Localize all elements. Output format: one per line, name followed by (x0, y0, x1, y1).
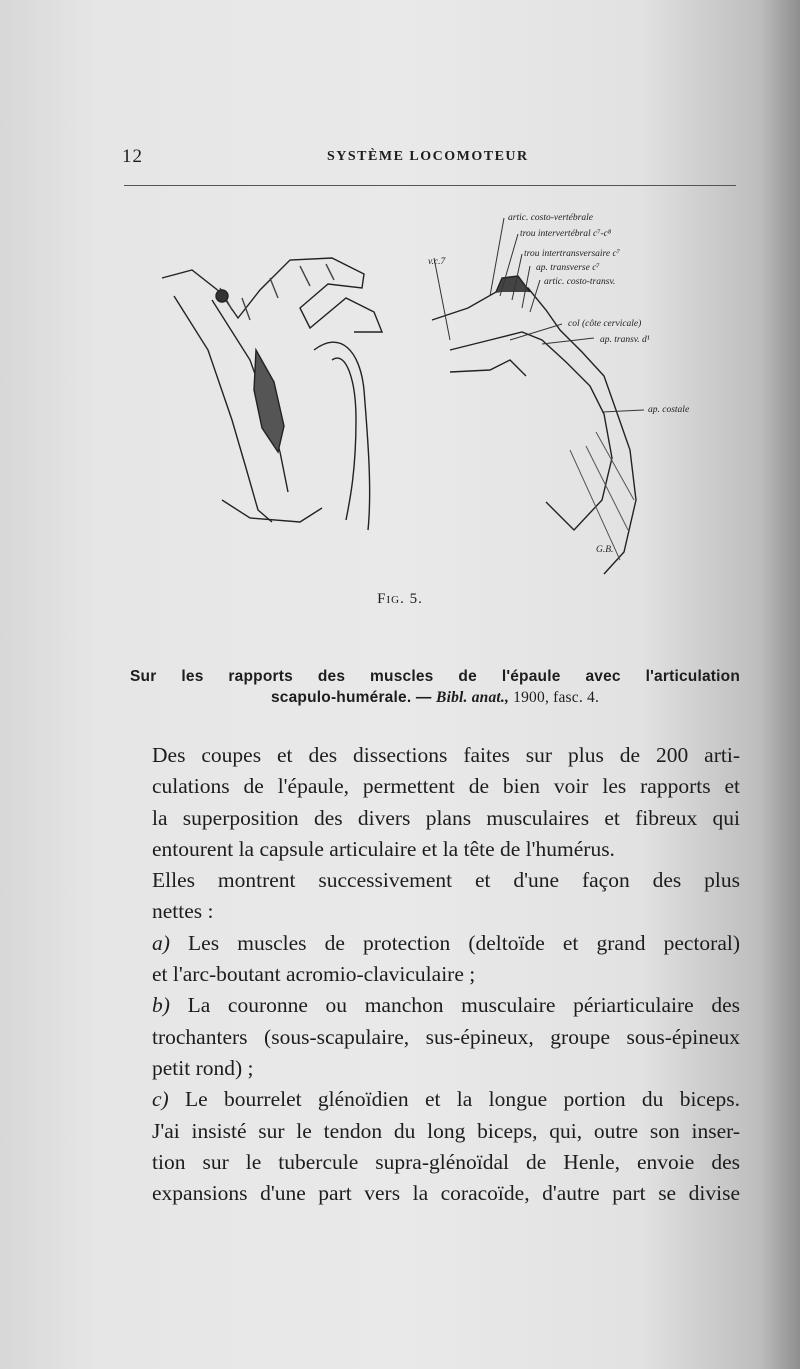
caption-journal: Bibl. anat., (436, 689, 510, 706)
annotation-ap-transverse: ap. transverse c⁷ (536, 263, 600, 273)
text-line: et l'arc-boutant acromio-claviculaire ; (152, 962, 476, 987)
vertebra-dark-region (496, 276, 530, 292)
text-line-content: Le bourrelet glénoïdien et la longue portion du biceps. (168, 1087, 740, 1112)
caption-line-1: Sur les rapports des muscles de l'épaule avec l'articulation (130, 668, 740, 685)
leader-line-vc7 (434, 258, 450, 340)
left-dark-spot (216, 290, 228, 302)
paragraph-1 (130, 740, 740, 865)
text-line: culations de l'épaule, permettent de bien voir les rapports et (152, 774, 740, 799)
caption-line-2 (130, 687, 740, 708)
artist-signature: G.B. (596, 545, 614, 555)
figure-caption (130, 666, 740, 708)
text-line-content: La couronne ou manchon musculaire périarticulaire des (169, 993, 740, 1018)
text-line: entourent la capsule articulaire et la tête de l'humérus. (152, 836, 615, 861)
annotation-trou-intertransversaire: trou intertransversaire c⁷ (524, 249, 621, 259)
rib-outer-edge (432, 288, 636, 574)
caption-title-end: scapulo-humérale. — (270, 689, 437, 706)
vertebra-body (450, 360, 526, 376)
left-humerus-inner (332, 358, 356, 520)
paragraph-b (130, 990, 740, 1084)
header-rule (124, 185, 736, 186)
running-head: SYSTÈME LOCOMOTEUR (327, 149, 529, 164)
rib-shading (570, 432, 634, 560)
annotation-ap-costale: ap. costale (648, 405, 690, 415)
list-marker-c: c) (152, 1087, 169, 1112)
list-marker-b: b) (152, 993, 170, 1018)
text-line (130, 990, 740, 1021)
page-header (122, 146, 742, 170)
text-line-content: Les muscles de protection (deltoïde et grand pectoral) (169, 930, 740, 955)
annotation-artic-costo-vertebrale: artic. costo-vertébrale (508, 213, 593, 223)
caption-reference: 1900, fasc. 4. (509, 689, 600, 706)
text-line: Elles montrent successivement et d'une façon des plus (152, 868, 740, 893)
paragraph-c (130, 1084, 740, 1209)
figure-drawing (150, 200, 710, 580)
left-top-outline (162, 258, 382, 332)
annotation-artic-costo-transv: artic. costo-transv. (544, 277, 616, 287)
text-line: nettes : (152, 899, 214, 924)
text-line: J'ai insisté sur le tendon du long biceps, qui, outre son inser- (152, 1118, 740, 1143)
figure-label: Fig. 5. (377, 591, 423, 607)
paragraph-a (130, 928, 740, 991)
text-line (130, 928, 740, 959)
text-line: trochanters (sous-scapulaire, sus-épineux, groupe sous-épineux (152, 1024, 740, 1049)
rib-inner-edge (450, 332, 612, 530)
text-line: tion sur le tubercule supra-glénoïdal de Henle, envoie des (152, 1149, 740, 1174)
left-humerus-outer (314, 342, 370, 530)
list-marker-a: a) (152, 930, 170, 955)
left-foramen (254, 350, 284, 452)
annotation-vc7: v.c.7 (428, 257, 446, 267)
annotation-ap-transv-d1: ap. transv. d¹ (600, 335, 650, 345)
text-line: Des coupes et des dissections faites sur plus de 200 arti- (152, 743, 740, 767)
text-line: expansions d'une part vers la coracoïde, d'autre part se divise (152, 1181, 740, 1206)
text-line: la superposition des divers plans musculaires et fibreux qui (152, 805, 740, 830)
text-line: petit rond) ; (152, 1055, 254, 1080)
annotation-trou-intervertebral: trou intervertébral c⁷-c⁸ (520, 229, 612, 239)
text-line (130, 1084, 740, 1115)
anatomical-figure (150, 200, 710, 580)
page-number: 12 (122, 146, 143, 167)
body-text (130, 740, 740, 1209)
left-lower-outline (222, 500, 322, 522)
paragraph-2 (130, 865, 740, 928)
annotation-col-cote-cervicale: col (côte cervicale) (568, 319, 642, 329)
